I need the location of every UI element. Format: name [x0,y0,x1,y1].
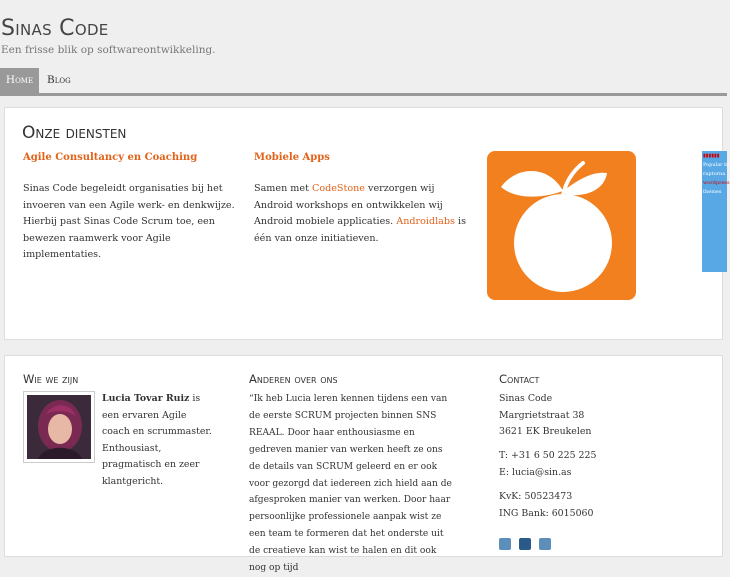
site-header [0,0,727,95]
service-title-agile: Agile Consultancy en Coaching [23,152,198,163]
testimonials-heading: Anderen over ons [249,372,338,386]
orange-fruit-icon [487,151,636,300]
nav-divider [0,93,727,96]
site-title[interactable]: Sinas Code [1,16,109,41]
codestone-link[interactable]: CodeStone [311,183,365,194]
about-text: Lucia Tovar Ruiz is een ervaren Agile coach en scrummaster. Enthousiast, pragmatisch en zeer klantgericht. [102,393,212,487]
androidlabs-link[interactable]: Androidlabs [396,216,455,227]
testimonial-text: “Ik heb Lucia leren kennen tijdens een van de eerste SCRUM projecten binnen SNS REAAL. Door haar enthousiasme en gedreven manier van werken heeft ze ons de details van SCRUM geleerd en er ook voor gezorgd dat iedereen zich hield aan de afgesproken manier van werken. Door haar persoonlijke professionele aanpak wist ze een team te formeren dat het onderste uit de creatieve kan wist te halen en dit ook nog op tijd [249,394,452,574]
contact-address: Sinas Code Margrietstraat 38 3621 EK Breukelen [499,393,592,437]
site-tagline: Een frisse blik op softwareontwikkeling. [1,44,216,56]
service-title-mobile: Mobiele Apps [254,152,330,163]
contact-phone-email: T: +31 6 50 225 225 E: lucia@sin.as [499,450,597,478]
avatar [23,391,95,463]
nav-item-blog[interactable]: Blog [47,74,71,86]
contact-heading: Contact [499,372,540,386]
twitter-icon[interactable] [499,538,511,550]
services-heading: Onze diensten [22,123,127,143]
about-heading: Wie we zijn [23,372,79,386]
linkedin-icon[interactable] [519,538,531,550]
service-text-agile: Sinas Code begeleidt organisaties bij het invoeren van een Agile werk- en denkwijze. Hierbij past Sinas Code Scrum toe, een bewezen raamwerk voor Agile implementaties. [23,183,235,260]
about-name: Lucia Tovar Ruiz [102,393,190,404]
facebook-icon[interactable] [539,538,551,550]
service-text-mobile: Samen met CodeStone verzorgen wij Android workshops en ontwikkelen wij Android mobiele applicaties. Androidlabs is één van onze initiatieven. [254,183,467,244]
nav-item-home[interactable]: Home [0,68,39,93]
side-widget[interactable]: ▮▮▮▮▮▮ Popular by raptorna wordpress themes [702,151,727,272]
contact-company: KvK: 50523473 ING Bank: 6015060 [499,491,594,519]
